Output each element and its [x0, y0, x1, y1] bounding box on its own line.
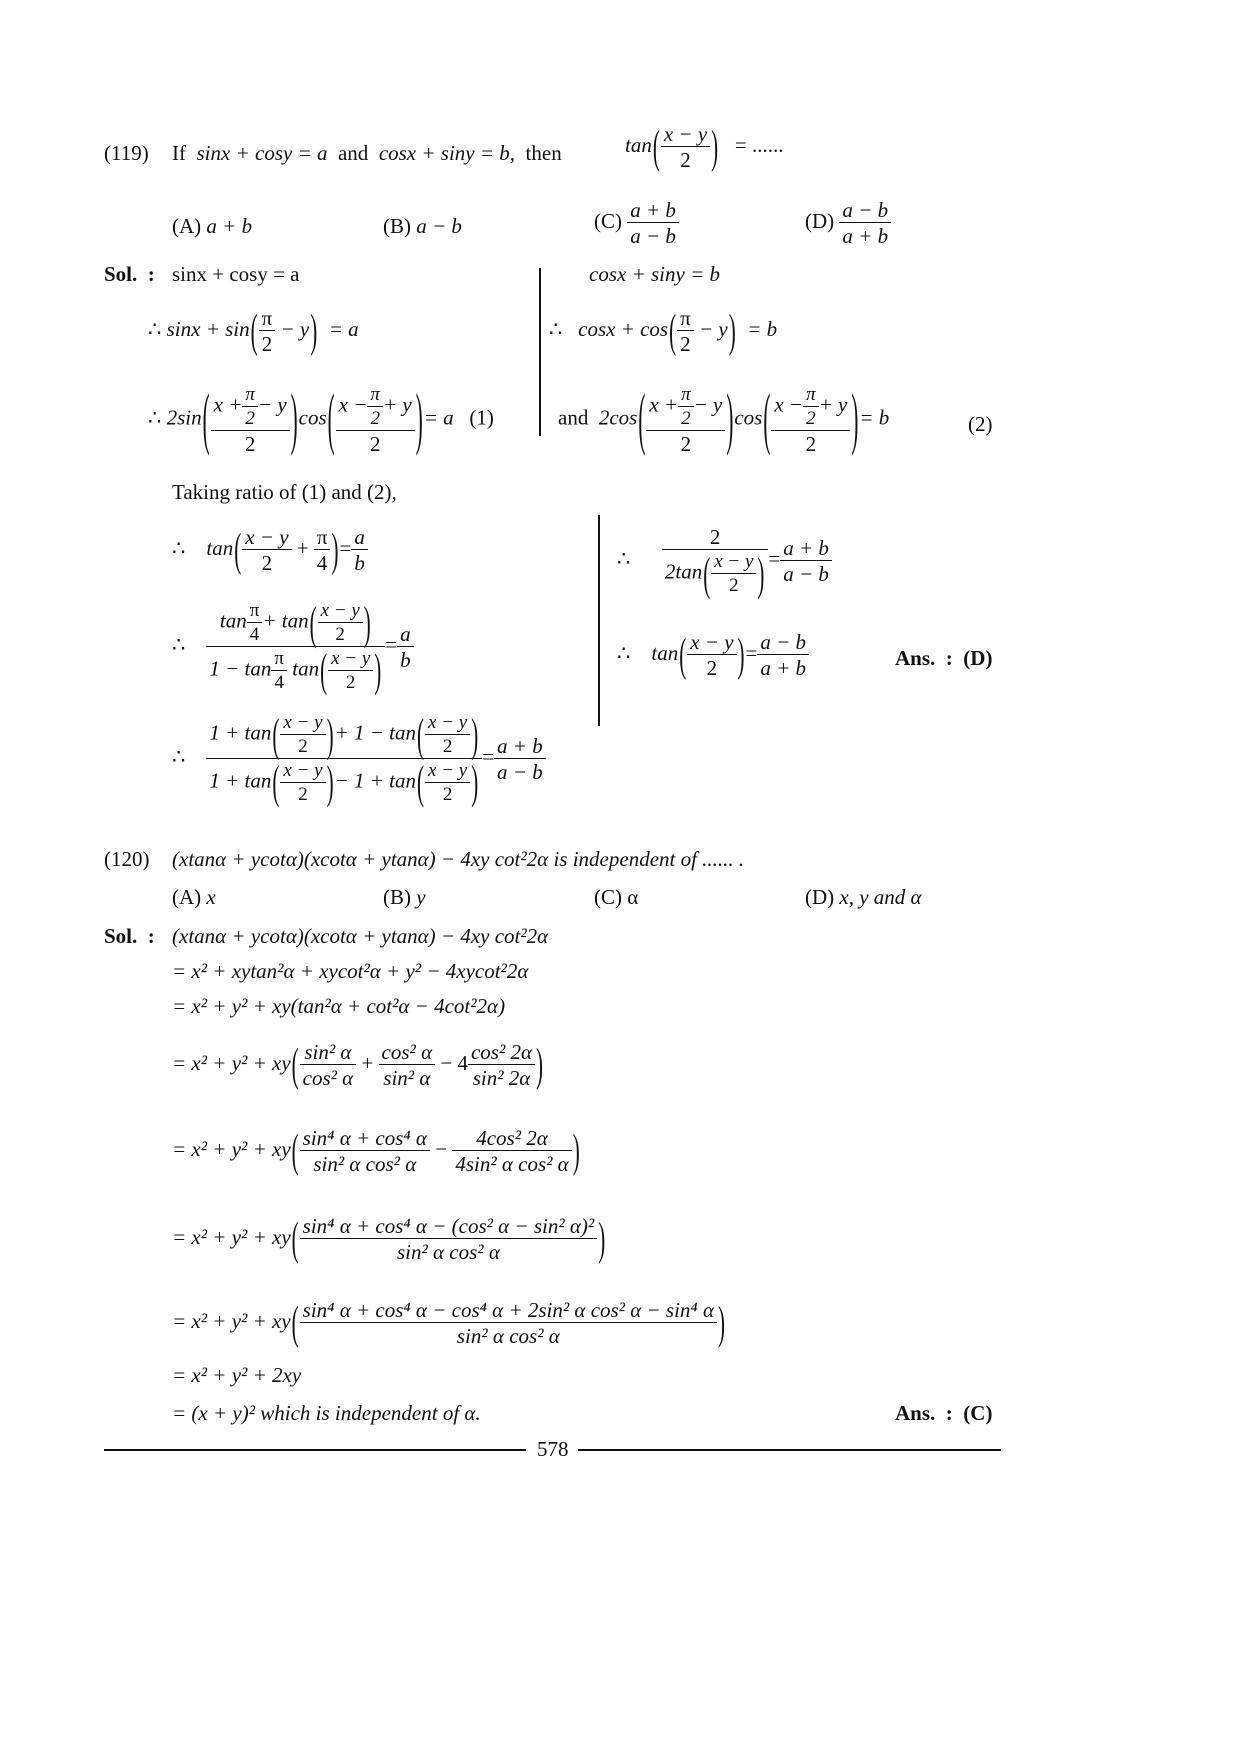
solution-120-line1: (xtanα + ycotα)(xcotα + ytanα) − 4xy cot²2α: [172, 924, 549, 948]
option-b-120: (B) y: [383, 885, 426, 909]
solution-label-120: Sol. :: [104, 924, 155, 948]
footer-rule-right: [578, 1449, 1001, 1451]
solution-120-line8: = x² + y² + 2xy: [172, 1363, 302, 1387]
solution-119-equation-1: ∴ 2sin( x + $\frac{\pi}{2}$ − y 2 )cos( x − $\frac{\pi}{2}$ + y 2 )= a (1): [148, 378, 494, 458]
ratio-step-2: ∴ tan $\frac{\pi}{4}$ + tan( $\frac{x - y}{2}$ ) 1 − tan $\frac{\pi}{4}$ tan( $\frac{x - y}{2}$ ) = $\frac{a}{b}$: [172, 600, 414, 693]
solution-119-line1-right: cosx + siny = b: [589, 262, 720, 286]
solution-label-119: Sol. :: [104, 262, 155, 286]
ratio-right-step-2: ∴ tan( $\frac{x - y}{2}$ )= $\frac{a - b}{a + b}$: [617, 630, 809, 680]
question-number-119: (119): [104, 141, 149, 165]
solution-120-line7: = x² + y² + xy( $\frac{\text{sin⁴ α + cos⁴ α − cos⁴ α + 2sin² α cos² α − sin⁴ α}}{\text{sin² α cos² α}}$ ): [172, 1295, 726, 1349]
solution-120-line6: = x² + y² + xy( $\frac{\text{sin⁴ α + cos⁴ α − (cos² α − sin² α)²}}{\text{sin² α cos² α}}$ ): [172, 1211, 606, 1265]
option-c-119: (C) $\frac{a + b}{a - b}$: [594, 198, 679, 248]
answer-119: Ans. : (D): [895, 646, 993, 670]
question-119-target-expression: tan( $\frac{x - y}{2}$ ) = ......: [625, 119, 784, 173]
answer-120: Ans. : (C): [895, 1401, 993, 1425]
ratio-step-3: ∴ 1 + tan( $\frac{x - y}{2}$ )+ 1 − tan( $\frac{x - y}{2}$ ) 1 + tan( $\frac{x - y}{2}$ )− 1 + tan( $\frac{x - y}{2}$ ) = $\frac{a + b}{a - b}$: [172, 712, 546, 805]
solution-119-line1-left: sinx + cosy = a: [172, 262, 300, 286]
ratio-step-1: ∴ tan( $\frac{x - y}{2}$ + $\frac{\pi}{4}$ )= $\frac{a}{b}$: [172, 525, 368, 575]
option-d-119: (D) $\frac{a - b}{a + b}$: [805, 198, 891, 248]
column-divider-2: [598, 515, 600, 726]
solution-120-line2: = x² + xytan²α + xycot²α + y² − 4xycot²2α: [172, 959, 529, 983]
solution-120-line9: = (x + y)² which is independent of α.: [172, 1401, 481, 1425]
question-number-120: (120): [104, 847, 150, 871]
question-119-stem: If sinx + cosy = a and cosx + siny = b, then: [172, 141, 562, 165]
solution-119-line2-left: ∴ sinx + sin( $\frac{\pi}{2}$ − y) = a: [148, 303, 359, 357]
option-a-119: (A) a + b: [172, 214, 253, 238]
option-c-120: (C) α: [594, 885, 639, 909]
solution-120-line3: = x² + y² + xy(tan²α + cot²α − 4cot²2α): [172, 994, 506, 1018]
solution-120-line5: = x² + y² + xy( $\frac{\text{sin⁴ α + cos⁴ α}}{\text{sin² α cos² α}}$ − $\frac{\text{4cos² 2α}}{\text{4sin² α cos² α}}$ ): [172, 1123, 580, 1177]
solution-120-line4: = x² + y² + xy( $\frac{\text{sin² α}}{\text{cos² α}}$ + $\frac{\text{cos² α}}{\text{sin² α}}$ − 4 $\frac{\text{cos² 2α}}{\text{sin² 2α}}$ ): [172, 1037, 544, 1091]
page-number: 578: [537, 1437, 569, 1461]
solution-119-line2-right: ∴ cosx + cos( $\frac{\pi}{2}$ − y) = b: [549, 303, 778, 357]
option-d-120: (D) x, y and α: [805, 885, 922, 909]
option-b-119: (B) a − b: [383, 214, 462, 238]
taking-ratio-text: Taking ratio of (1) and (2),: [172, 480, 397, 504]
solution-119-equation-2: and 2cos( x + $\frac{\pi}{2}$ − y 2 )cos( x − $\frac{\pi}{2}$ + y 2 )= b: [558, 378, 890, 458]
footer-rule-left: [104, 1449, 526, 1451]
column-divider: [539, 268, 541, 436]
equation-tag-2: (2): [968, 412, 993, 436]
ratio-right-step-1: ∴ 2 2tan( $\frac{x - y}{2}$ ) = $\frac{a + b}{a - b}$: [617, 525, 832, 597]
question-120-stem: (xtanα + ycotα)(xcotα + ytanα) − 4xy cot²2α is independent of ...... .: [172, 847, 745, 871]
option-a-120: (A) x: [172, 885, 216, 909]
